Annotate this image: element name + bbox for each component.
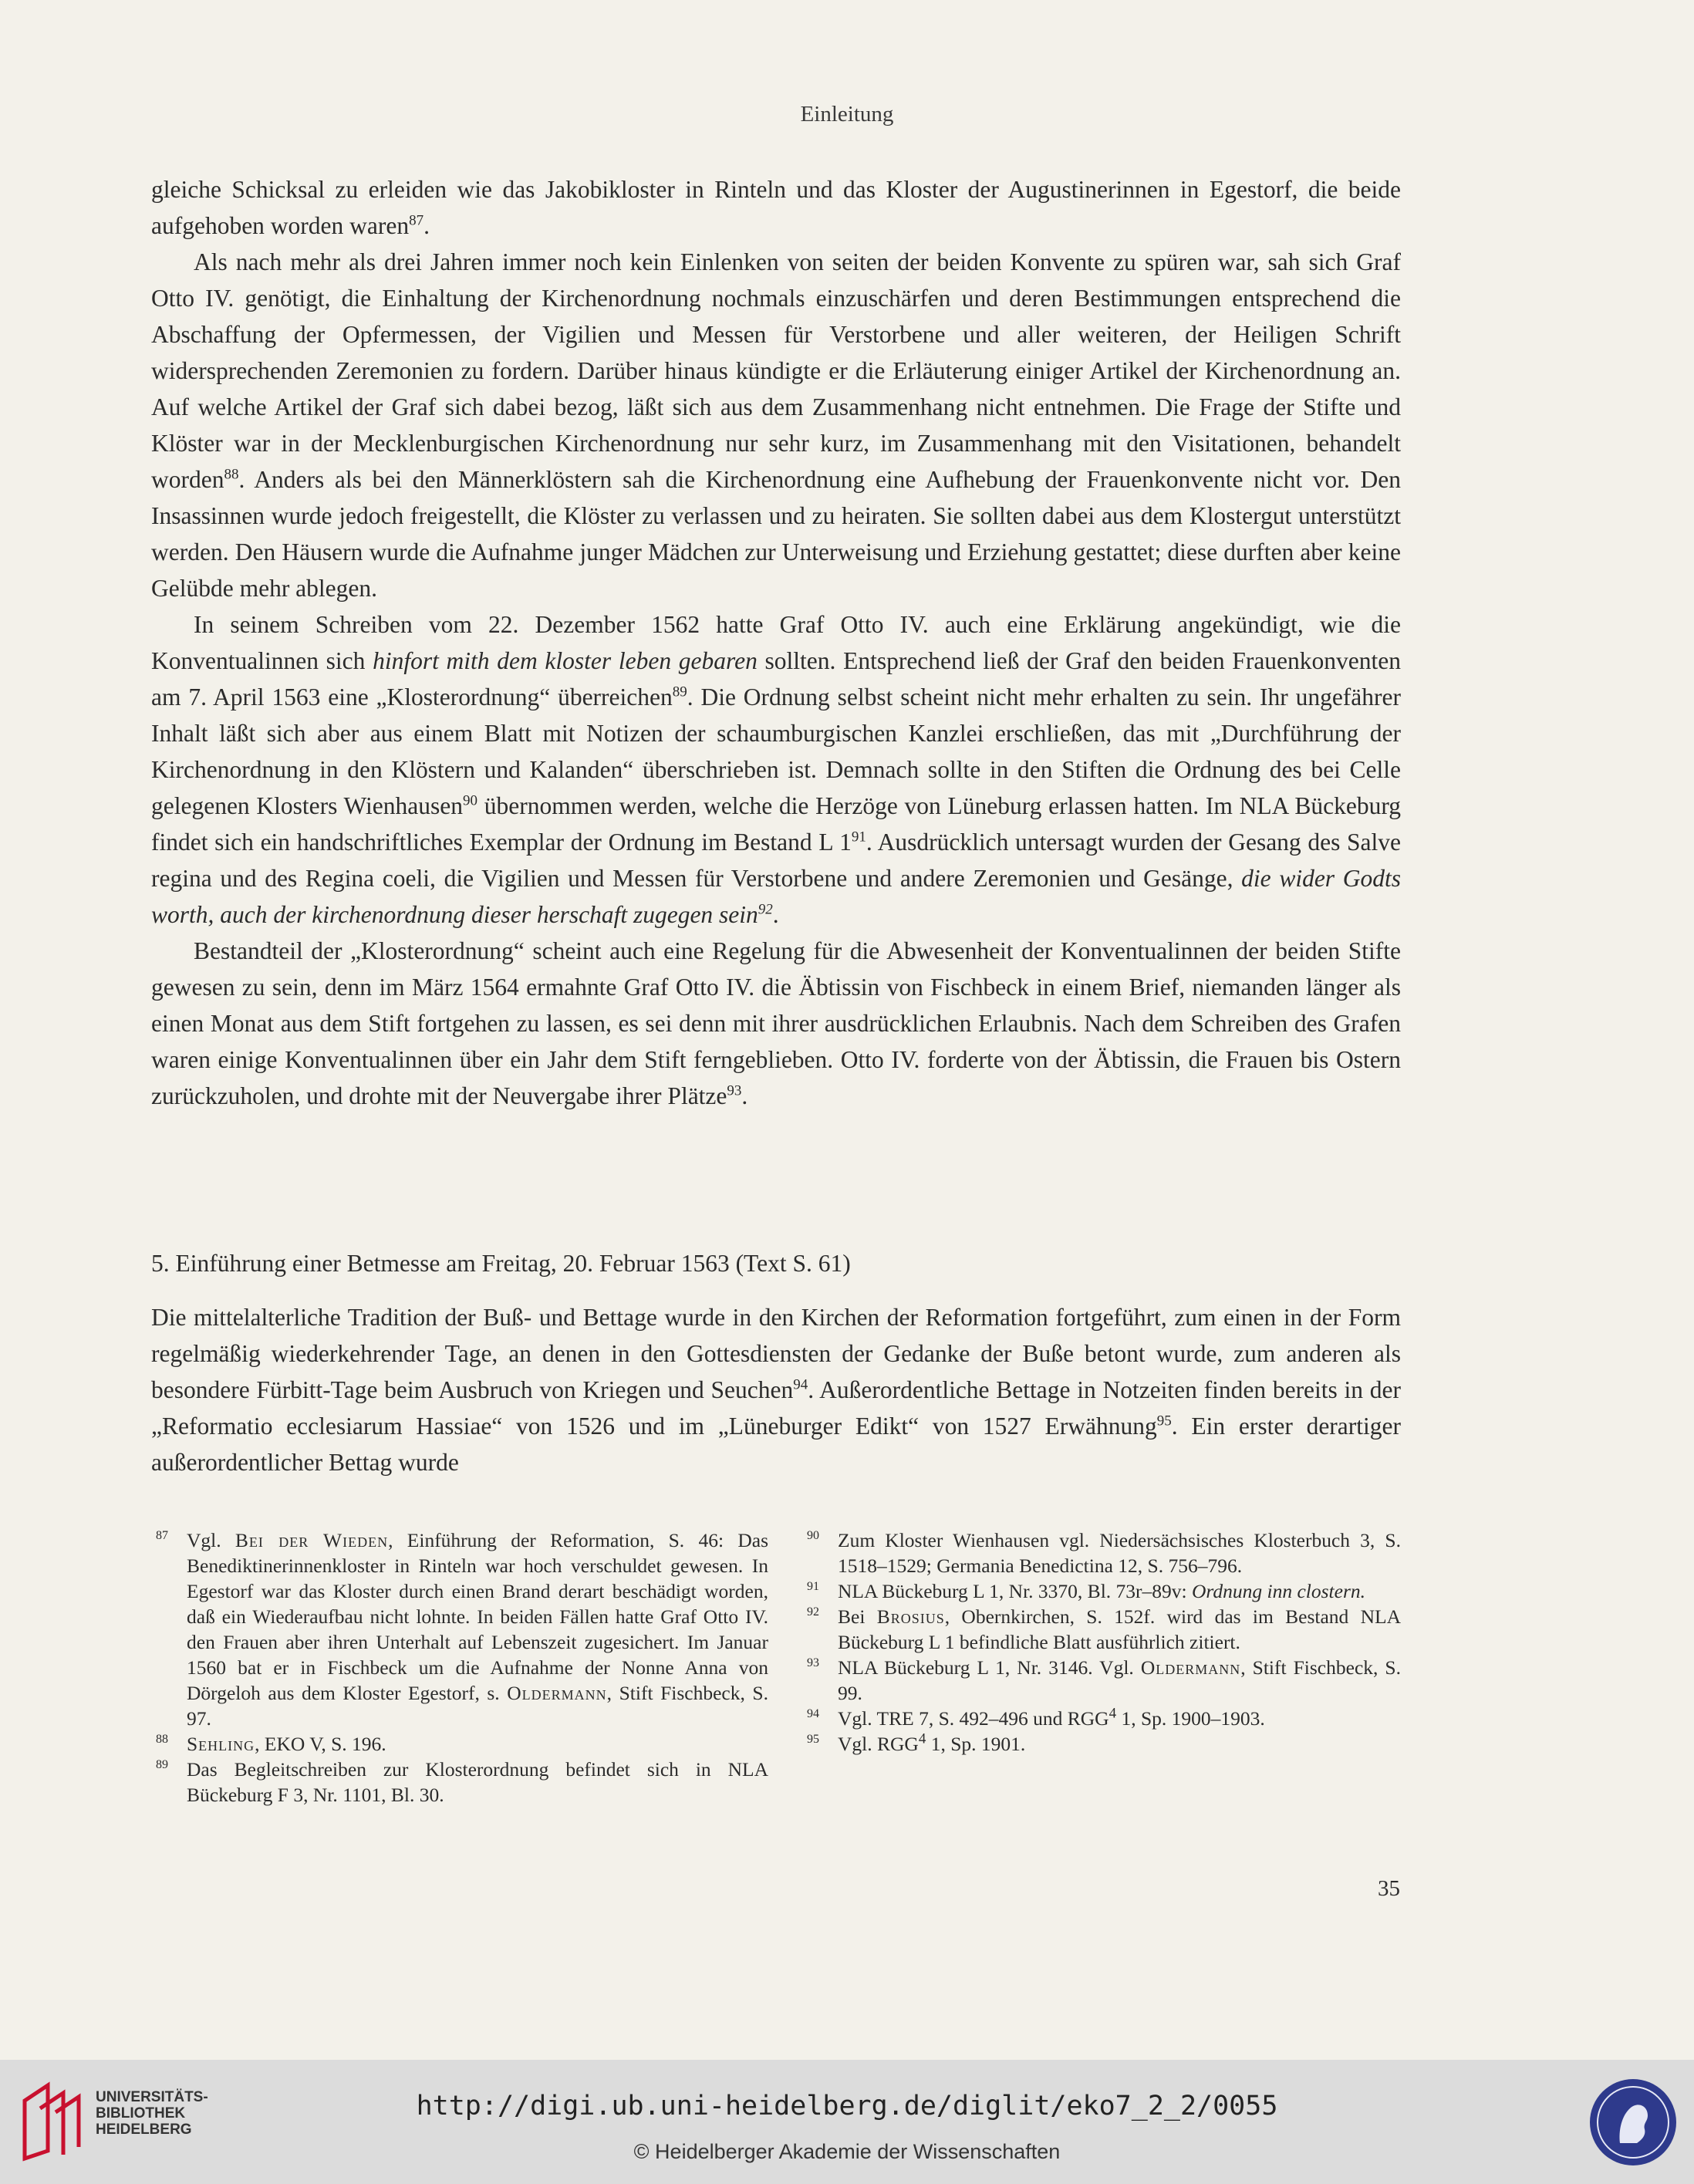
section-heading: 5. Einführung einer Betmesse am Freitag, 20. Februar 1563 (Text S. 61) xyxy=(151,1250,851,1277)
footnote-91: 91 NLA Bückeburg L 1, Nr. 3370, Bl. 73r–89v: Ordnung inn clostern. xyxy=(807,1580,1365,1602)
footnotes-left-column xyxy=(151,1527,768,1808)
footnote-92: 92 Bei Brosius, Obernkirchen, S. 152f. wird das im Bestand NLA Bückeburg L 1 befindliche Blatt ausführlich zitiert. xyxy=(807,1605,1401,1653)
footnote-ref-90[interactable]: 90 xyxy=(463,792,477,809)
footnotes-right-column xyxy=(802,1527,1401,1757)
library-name: UNIVERSITÄTS- BIBLIOTHEK HEIDELBERG xyxy=(96,2089,208,2138)
footnote-ref-87[interactable]: 87 xyxy=(409,212,424,229)
footnote-89: 89 Das Begleitschreiben zur Klosterordnung befindet sich in NLA Bückeburg F 3, Nr. 1101, Bl. 30. xyxy=(156,1758,768,1806)
body-text xyxy=(151,171,1401,1114)
paragraph-1: gleiche Schicksal zu erleiden wie das Jakobikloster in Rinteln und das Kloster der Augustinerinnen in Egestorf, die beide aufgehoben worden waren$^{87}$. xyxy=(151,176,1401,239)
footnote-ref-88[interactable]: 88 xyxy=(224,466,239,483)
footnote-93: 93 NLA Bückeburg L 1, Nr. 3146. Vgl. Oldermann, Stift Fischbeck, S. 99. xyxy=(807,1656,1401,1704)
footnote-ref-89[interactable]: 89 xyxy=(672,684,687,700)
footnote-ref-95[interactable]: 95 xyxy=(1156,1413,1172,1430)
footnote-ref-94[interactable]: 94 xyxy=(793,1376,808,1393)
permalink-url[interactable]: http://digi.ub.uni-heidelberg.de/diglit/eko7_2_2/0055 xyxy=(416,2091,1278,2122)
paragraph-5: Die mittelalterliche Tradition der Buß- und Bettage wurde in den Kirchen der Reformation fortgeführt, zum einen in der Form regelmäßig wiederkehrender Tage, an denen in den Gottesdiensten der Gedanke der Buße betont wurde, zum anderen als besondere Fürbitt-Tage beim Ausbruch von Kriegen und Seuchen$^{94}$. Außerordentliche Bettage in Notzeiten finden bereits in der „Reformatio ecclesiarum Hassiae“ von 1526 und im „Lüneburger Edikt“ von 1527 Erwähnung$^{95}$. Ein erster derartiger außerordentlicher Bettag wurde xyxy=(151,1304,1401,1476)
paragraph-4: Bestandteil der „Klosterordnung“ scheint auch eine Regelung für die Abwesenheit der Konventualinnen der beiden Stifte gewesen zu sein, denn im März 1564 ermahnte Graf Otto IV. die Äbtissin von Fischbeck in einem Brief, niemanden länger als einen Monat aus dem Stift fortgehen zu lassen, es sei denn mit ihrer ausdrücklichen Erlaubnis. Nach dem Schreiben des Grafen waren einige Konventualinnen über ein Jahr dem Stift ferngeblieben. Otto IV. forderte von der Äbtissin, die Frauen bis Ostern zurückzuholen, und drohte mit der Neuvergabe ihrer Plätze$^{93}$. xyxy=(151,937,1401,1109)
footnote-ref-93[interactable]: 93 xyxy=(727,1082,742,1099)
footnote-94: 94 Vgl. TRE 7, S. 492–496 und RGG$^4$ 1, Sp. 1900–1903. xyxy=(807,1705,1265,1730)
footnote-ref-92[interactable]: 92 xyxy=(758,901,773,918)
viewer-footer xyxy=(0,2060,1694,2184)
source-quote: die wider Godts worth, auch der kirchenordnung dieser herschaft zugegen sein xyxy=(151,865,1401,928)
footnote-ref-91[interactable]: 91 xyxy=(851,829,866,846)
footnote-95: 95 Vgl. RGG$^4$ 1, Sp. 1901. xyxy=(807,1730,1026,1755)
running-header: Einleitung xyxy=(800,102,894,127)
academy-seal-icon xyxy=(1588,2077,1679,2168)
source-quote: hinfort mith dem kloster leben gebaren xyxy=(373,647,758,674)
footnote-90: 90 Zum Kloster Wienhausen vgl. Niedersächsisches Klosterbuch 3, S. 1518–1529; Germania Benedictina 12, S. 756–796. xyxy=(807,1529,1401,1577)
paragraph-2: Als nach mehr als drei Jahren immer noch kein Einlenken von seiten der beiden Konvente zu spüren war, sah sich Graf Otto IV. genötigt, die Einhaltung der Kirchenordnung nochmals einzuschärfen und deren Bestimmungen entsprechend die Abschaffung der Opfermessen, der Vigilien und Messen für Verstorbene und aller weiteren, der Heiligen Schrift widersprechenden Zeremonien zu fordern. Darüber hinaus kündigte er die Erläuterung einiger Artikel der Kirchenordnung an. Auf welche Artikel der Graf sich dabei bezog, läßt sich aus dem Zusammenhang nicht entnehmen. Die Frage der Stifte und Klöster war in der Mecklenburgischen Kirchenordnung nur sehr kurz, im Zusammenhang mit den Visitationen, behandelt worden$^{88}$. Anders als bei den Männerklöstern sah die Kirchenordnung eine Aufhebung der Frauenkonvente nicht vor. Den Insassinnen wurde jedoch freigestellt, die Klöster zu verlassen und zu heiraten. Sie sollten dabei aus dem Klostergut unterstützt werden. Den Häusern wurde die Aufnahme junger Mädchen zur Unterweisung und Erziehung gestattet; diese durften aber keine Gelübde mehr ablegen. xyxy=(151,248,1401,602)
page-number: 35 xyxy=(1378,1876,1400,1901)
footnote-88: 88 Sehling, EKO V, S. 196. xyxy=(156,1733,386,1755)
body-text-section-5 xyxy=(151,1299,1401,1480)
footnote-87: 87 Vgl. Bei der Wieden, Einführung der Reformation, S. 46: Das Benediktinerinnenkloster in Rinteln war hoch verschuldet gewesen. In Egestorf war das Kloster durch einen Brand derart beschädigt worden, daß ein Wiederaufbau nicht lohnte. In beiden Fällen hatte Graf Otto IV. den Frauen aber ihren Unterhalt auf Lebenszeit zugesichert. Im Januar 1560 bat er in Fischbeck um die Aufnahme der Nonne Anna von Dörgeloh aus dem Kloster Egestorf, s. Oldermann, Stift Fischbeck, S. 97. xyxy=(156,1529,769,1730)
paragraph-3: In seinem Schreiben vom 22. Dezember 1562 hatte Graf Otto IV. auch eine Erklärung angekündigt, wie die Konventualinnen sich hinfort mith dem kloster leben gebaren sollten. Entsprechend ließ der Graf den beiden Frauenkonventen am 7. April 1563 eine „Klosterordnung“ überreichen$^{89}$. Die Ordnung selbst scheint nicht mehr erhalten zu sein. Ihr ungefährer Inhalt läßt sich aber aus einem Blatt mit Notizen der schaumburgischen Kanzlei erschließen, das mit „Durchführung der Kirchenordnung in den Klöstern und Kalanden“ überschrieben ist. Demnach sollte in den Stiften die Ordnung des bei Celle gelegenen Klosters Wienhausen$^{90}$ übernommen werden, welche die Herzöge von Lüneburg erlassen hatten. Im NLA Bückeburg findet sich ein handschriftliches Exemplar der Ordnung im Bestand L $1^{91}$. Ausdrücklich untersagt wurden der Gesang des Salve regina und des Regina coeli, die Vigilien und Messen für Verstorbene und andere Zeremonien und Gesänge, die wider Godts worth, auch der kirchenordnung dieser herschaft zugegen sein$^{92}$. xyxy=(151,611,1402,928)
copyright-notice: © Heidelberger Akademie der Wissenschaften xyxy=(633,2140,1061,2163)
